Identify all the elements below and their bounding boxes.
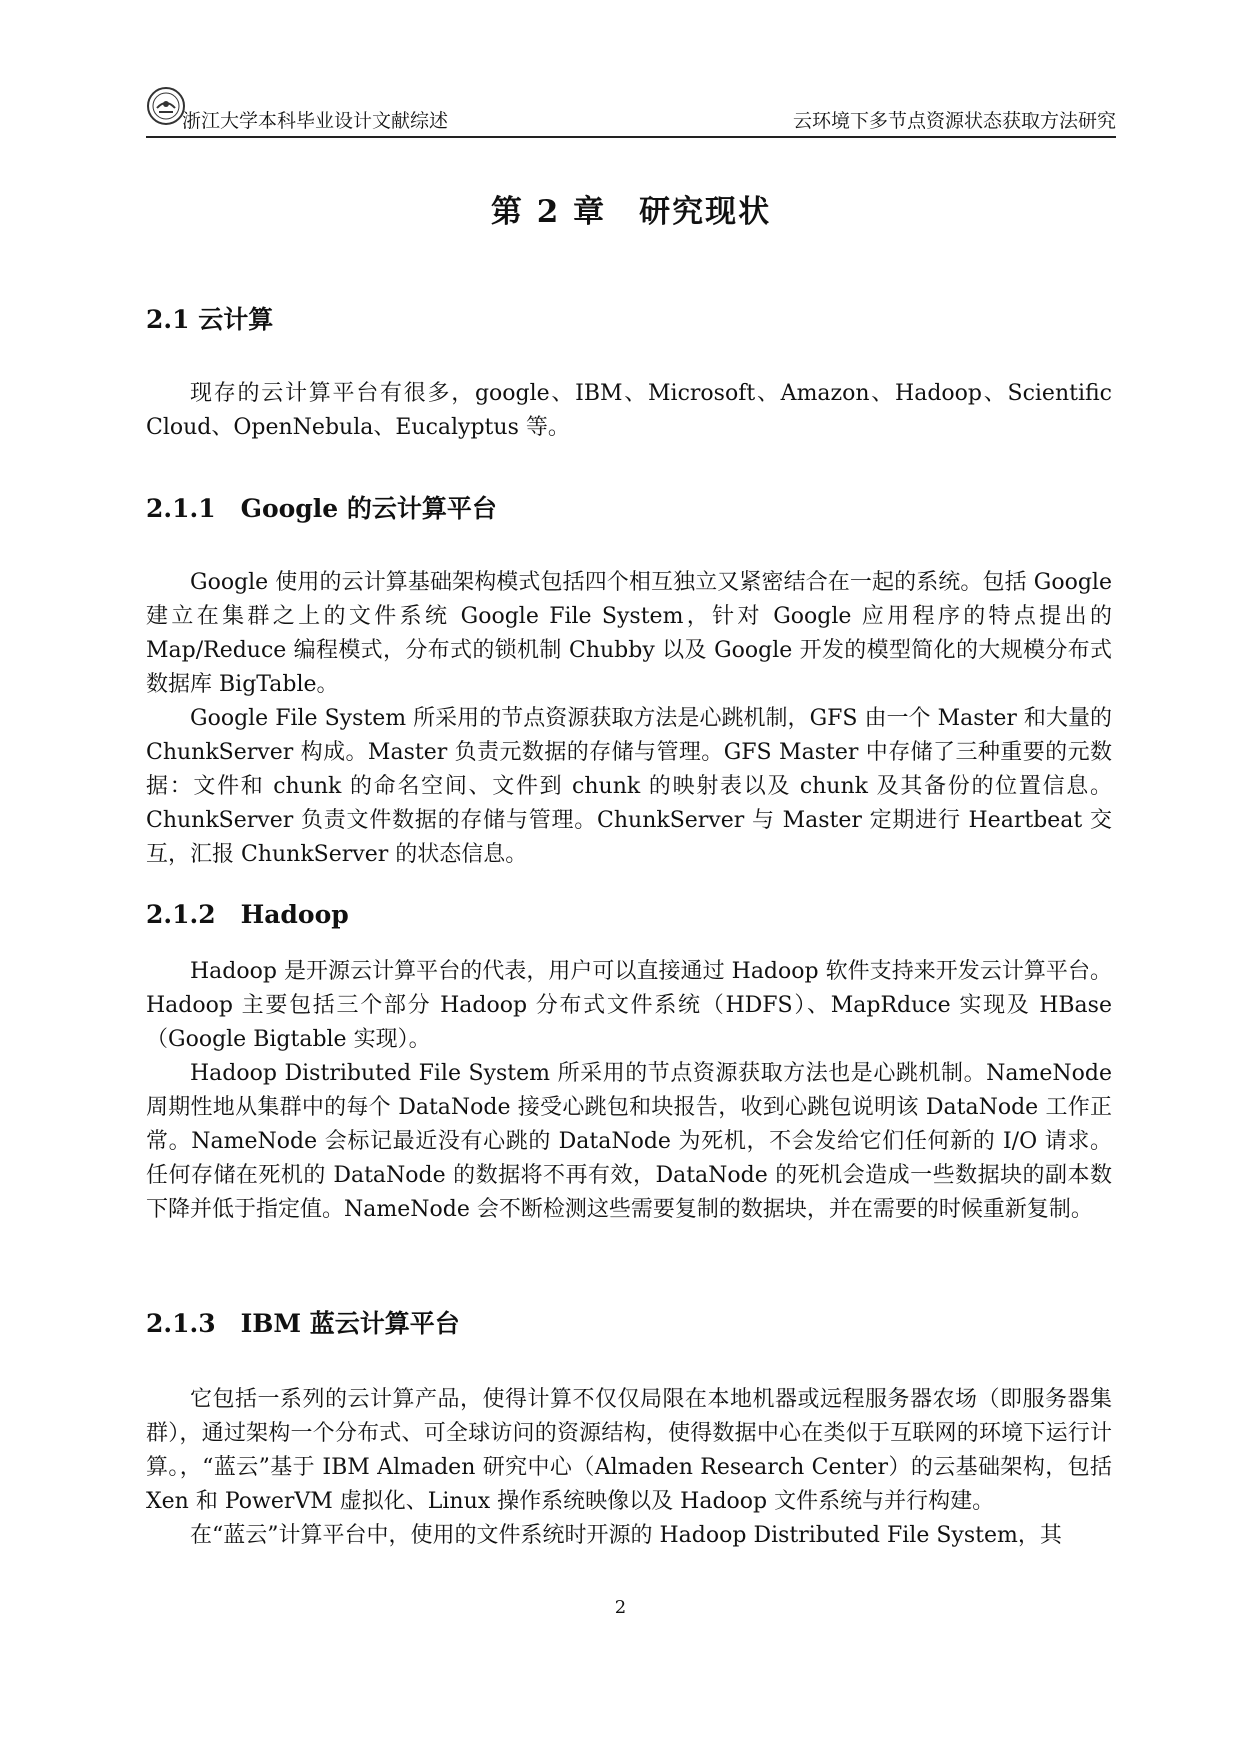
header-left-text: 浙江大学本科毕业设计文献综述 [182, 110, 449, 132]
paragraph: Hadoop 是开源云计算平台的代表，用户可以直接通过 Hadoop 软件支持来开发云计算平台。Hadoop 主要包括三个部分 Hadoop 分布式文件系统（HDFS）、MapRduce 实现及 HBase（Google Bigtable 实现）。 [146, 959, 1112, 1052]
chapter-title: 第 2 章 研究现状 [490, 194, 772, 230]
section-body-2-1-2 [146, 955, 1112, 1227]
section-heading-2-1-3: 2.1.3 IBM 蓝云计算平台 [146, 1309, 460, 1338]
section-heading-2-1-1: 2.1.1 Google 的云计算平台 [146, 494, 497, 523]
header-right-text: 云环境下多节点资源状态获取方法研究 [792, 110, 1116, 132]
page-header [146, 84, 1116, 138]
paragraph: Hadoop Distributed File System 所采用的节点资源获取方法也是心跳机制。NameNode 周期性地从集群中的每个 DataNode 接受心跳包和块报告，收到心跳包说明该 DataNode 工作正常。NameNode 会标记最近没有心跳的 DataNode 为死机，不会发给它们任何新的 I/O 请求。任何存储在死机的 DataNode 的数据将不再有效，DataNode 的死机会造成一些数据块的副本数下降并低于指定值。NameNode 会不断检测这些需要复制的数据块，并在需要的时候重新复制。 [146, 1061, 1112, 1222]
page-number: 2 [614, 1597, 627, 1618]
section-body-2-1-3 [146, 1383, 1112, 1553]
section-heading-2-1: 2.1 云计算 [146, 305, 274, 334]
section-heading-2-1-2: 2.1.2 Hadoop [146, 900, 349, 929]
paragraph: 它包括一系列的云计算产品，使得计算不仅仅局限在本地机器或远程服务器农场（即服务器集群），通过架构一个分布式、可全球访问的资源结构，使得数据中心在类似于互联网的环境下运行计算。，“蓝云”基于 IBM Almaden 研究中心（Almaden Research Center）的云基础架构，包括 Xen 和 PowerVM 虚拟化、Linux 操作系统映像以及 Hadoop 文件系统与并行构建。 [146, 1387, 1112, 1514]
section-body-2-1-1 [146, 566, 1112, 872]
paragraph: 现存的云计算平台有很多，google、IBM、Microsoft、Amazon、Hadoop、Scientific Cloud、OpenNebula、Eucalyptus 等。 [146, 381, 1112, 440]
section-body-2-1 [146, 377, 1112, 445]
paragraph: 在“蓝云”计算平台中，使用的文件系统时开源的 Hadoop Distributed File System，其 [190, 1523, 1062, 1548]
paragraph: Google File System 所采用的节点资源获取方法是心跳机制，GFS 由一个 Master 和大量的 ChunkServer 构成。Master 负责元数据的存储与管理。GFS Master 中存储了三种重要的元数据：文件和 chunk 的命名空间、文件到 chunk 的映射表以及 chunk 及其备份的位置信息。ChunkServer 负责文件数据的存储与管理。ChunkServer 与 Master 定期进行 Heartbeat 交互，汇报 ChunkServer 的状态信息。 [146, 706, 1112, 867]
paragraph: Google 使用的云计算基础架构模式包括四个相互独立又紧密结合在一起的系统。包括 Google 建立在集群之上的文件系统 Google File System，针对 Google 应用程序的特点提出的 Map/Reduce 编程模式，分布式的锁机制 Chubby 以及 Google 开发的模型简化的大规模分布式数据库 BigTable。 [146, 570, 1112, 697]
